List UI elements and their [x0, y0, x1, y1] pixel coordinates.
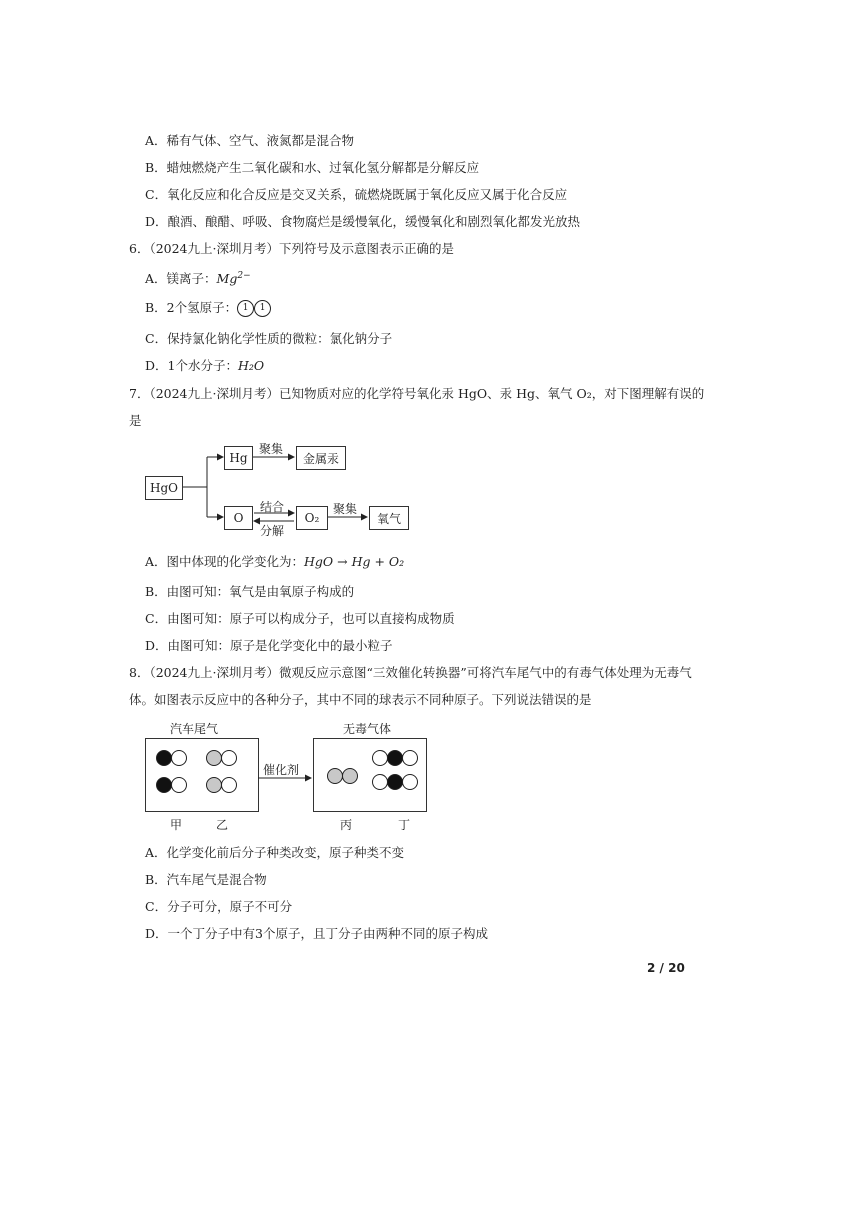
page-number: 2 / 20 — [647, 961, 685, 975]
q6-option-d-formula: H₂O — [237, 358, 265, 373]
oxygen-box: 氧气 — [369, 506, 409, 530]
q5-option-a: A．稀有气体、空气、液氮都是混合物 — [145, 133, 355, 148]
label-yi: 乙 — [216, 818, 229, 832]
label-ding: 丁 — [398, 818, 411, 832]
hg-box: Hg — [224, 446, 253, 470]
ding-white-atom — [372, 750, 388, 766]
q7-option-b: B．由图可知：氧气是由氧原子构成的 — [145, 584, 355, 599]
gather-label-2: 聚集 — [333, 502, 358, 516]
q7-option-d: D．由图可知：原子是化学变化中的最小粒子 — [145, 638, 393, 653]
nontoxic-title: 无毒气体 — [343, 722, 392, 736]
bing-gray-atom — [342, 768, 358, 784]
q6-option-c: C．保持氯化钠化学性质的微粒：氯化钠分子 — [145, 331, 393, 346]
yi-white-atom — [221, 777, 237, 793]
q6-option-a-formula: Mg — [216, 271, 238, 287]
combine-label: 结合 — [260, 500, 285, 514]
ding-white-atom — [402, 774, 418, 790]
gather-label-1: 聚集 — [259, 442, 284, 456]
q5-option-d: D．酿酒、酿醋、呼吸、食物腐烂是缓慢氧化，缓慢氧化和剧烈氧化都发光放热 — [145, 214, 581, 229]
q8-option-a: A．化学变化前后分子种类改变，原子种类不变 — [145, 845, 405, 860]
q7-option-a-label: A．图中体现的化学变化为： — [145, 554, 305, 569]
jia-black-atom — [156, 777, 172, 793]
q8-option-b: B．汽车尾气是混合物 — [145, 872, 267, 887]
metal-hg-box: 金属汞 — [296, 446, 346, 470]
ding-white-atom — [372, 774, 388, 790]
q7-option-a-equation: HgO → Hg + O₂ — [304, 554, 405, 569]
o-atom-box: O — [224, 506, 253, 530]
jia-white-atom — [171, 777, 187, 793]
q8-stem-line1: 8．（2024九上·深圳月考）微观反应示意图“三效催化转换器”可将汽车尾气中的有毒气体处理为无毒气 — [129, 665, 692, 680]
yi-gray-atom — [206, 777, 222, 793]
exhaust-title: 汽车尾气 — [170, 722, 219, 736]
q8-stem-line2: 体。如图表示反应中的各种分子，其中不同的球表示不同种原子。下列说法错误的是 — [129, 692, 592, 707]
q6-option-a-charge: 2− — [237, 271, 251, 281]
bing-gray-atom — [327, 768, 343, 784]
hydrogen-atom-icon-1: 1 — [237, 300, 254, 317]
hgo-box: HgO — [145, 476, 183, 500]
ding-white-atom — [402, 750, 418, 766]
decompose-label: 分解 — [260, 524, 285, 538]
q7-stem-line1: 7．（2024九上·深圳月考）已知物质对应的化学符号氧化汞 HgO、汞 Hg、氧气 O₂，对下图理解有误的 — [129, 386, 705, 401]
catalyst-label: 催化剂 — [263, 763, 300, 777]
yi-gray-atom — [206, 750, 222, 766]
jia-white-atom — [171, 750, 187, 766]
hydrogen-atom-icon-2: 1 — [254, 300, 271, 317]
label-bing: 丙 — [340, 818, 353, 832]
q7-stem-line2: 是 — [129, 413, 142, 428]
q6-option-a-label: A．镁离子： — [145, 271, 217, 287]
label-jia: 甲 — [170, 818, 183, 832]
q5-option-b: B．蜡烛燃烧产生二氧化碳和水、过氧化氢分解都是分解反应 — [145, 160, 480, 175]
ding-black-atom — [387, 774, 403, 790]
q8-option-d: D．一个丁分子中有3个原子，且丁分子由两种不同的原子构成 — [145, 926, 488, 941]
q8-option-c: C．分子可分，原子不可分 — [145, 899, 293, 914]
q6-option-b-label: B．2个氢原子： — [145, 300, 238, 315]
yi-white-atom — [221, 750, 237, 766]
jia-black-atom — [156, 750, 172, 766]
q6-option-d-label: D．1个水分子： — [145, 358, 238, 373]
ding-black-atom — [387, 750, 403, 766]
q7-option-c: C．由图可知：原子可以构成分子，也可以直接构成物质 — [145, 611, 455, 626]
q5-option-c: C．氧化反应和化合反应是交叉关系，硫燃烧既属于氧化反应又属于化合反应 — [145, 187, 568, 202]
q6-stem: 6．（2024九上·深圳月考）下列符号及示意图表示正确的是 — [129, 241, 454, 256]
o2-box: O₂ — [296, 506, 328, 530]
